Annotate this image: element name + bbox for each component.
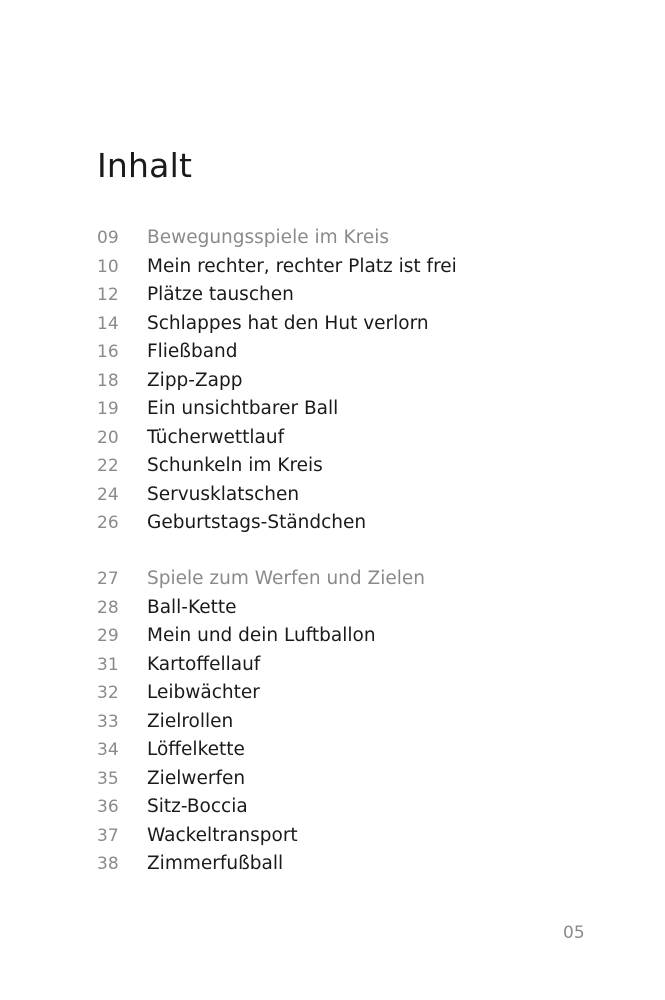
toc-page-number: 33 xyxy=(97,711,119,732)
toc-entry-label: Kartoffellauf xyxy=(147,653,261,675)
toc-entry-label: Mein rechter, rechter Platz ist frei xyxy=(147,255,457,277)
toc-entry-label: Ball-Kette xyxy=(147,596,237,618)
toc-entry-label: Mein und dein Luftballon xyxy=(147,625,376,646)
toc-page-number: 37 xyxy=(97,825,119,846)
toc-entry xyxy=(97,253,457,282)
toc-page-number: 12 xyxy=(97,285,119,305)
toc-page-number: 14 xyxy=(97,313,119,334)
toc-entry-label: Sitz-Boccia xyxy=(147,796,248,817)
toc-entry-label: Plätze tauschen xyxy=(147,284,294,305)
toc-page-number: 18 xyxy=(97,370,119,391)
toc-entry xyxy=(97,622,425,651)
toc-entry xyxy=(97,281,457,310)
toc-entry xyxy=(97,424,457,453)
toc-page-number: 28 xyxy=(97,597,119,618)
toc-entry-label: Leibwächter xyxy=(147,682,260,703)
toc-entry-label: Ein unsichtbarer Ball xyxy=(147,398,339,419)
toc-page-number: 22 xyxy=(97,456,119,476)
toc-entry xyxy=(97,452,457,481)
toc-page-number: 38 xyxy=(97,854,119,874)
toc-page-number: 27 xyxy=(97,569,119,589)
toc-section-heading xyxy=(97,565,425,594)
toc-section-1 xyxy=(97,224,457,538)
toc-entry xyxy=(97,679,425,708)
toc-page-number: 19 xyxy=(97,399,119,419)
toc-entry xyxy=(97,367,457,396)
toc-entry-label: Geburtstags-Ständchen xyxy=(147,512,367,533)
toc-entry-label: Zielwerfen xyxy=(147,767,246,789)
toc-entry-label: Schunkeln im Kreis xyxy=(147,455,323,476)
toc-entry xyxy=(97,310,457,339)
toc-entry xyxy=(97,736,425,765)
toc-entry xyxy=(97,395,457,424)
toc-page-number: 34 xyxy=(97,740,119,760)
toc-page-number: 20 xyxy=(97,427,119,448)
toc-entry-label: Löffelkette xyxy=(147,739,245,760)
toc-entry-label: Zielrollen xyxy=(147,710,234,732)
toc-entry-label: Fließband xyxy=(147,341,238,362)
toc-page-number: 36 xyxy=(97,797,119,817)
page-number: 05 xyxy=(563,923,585,943)
toc-page-number: 10 xyxy=(97,256,119,277)
toc-entry xyxy=(97,651,425,680)
toc-entry xyxy=(97,509,457,538)
toc-entry xyxy=(97,594,425,623)
toc-entry xyxy=(97,338,457,367)
toc-section-heading xyxy=(97,224,457,253)
toc-entry xyxy=(97,481,457,510)
toc-entry-label: Zimmerfußball xyxy=(147,853,284,874)
toc-entry-label: Spiele zum Werfen und Zielen xyxy=(147,568,425,589)
toc-page-number: 32 xyxy=(97,683,119,703)
toc-entry xyxy=(97,708,425,737)
toc-entry-label: Tücherwettlauf xyxy=(147,426,285,448)
toc-entry-label: Zipp-Zapp xyxy=(147,369,243,391)
toc-section-2 xyxy=(97,565,425,879)
toc-entry-label: Bewegungsspiele im Kreis xyxy=(147,227,389,248)
toc-page-number: 26 xyxy=(97,513,119,533)
toc-page-number: 16 xyxy=(97,342,119,362)
toc-page-number: 09 xyxy=(97,228,119,248)
toc-entry xyxy=(97,793,425,822)
toc-entry xyxy=(97,822,425,851)
toc-entry xyxy=(97,850,425,879)
toc-page-number: 31 xyxy=(97,654,119,675)
toc-page-number: 24 xyxy=(97,484,119,505)
page-title: Inhalt xyxy=(97,146,193,186)
toc-page-number: 29 xyxy=(97,626,119,646)
toc-entry-label: Schlappes hat den Hut verlorn xyxy=(147,312,429,334)
toc-page-number: 35 xyxy=(97,768,119,789)
toc-entry xyxy=(97,765,425,794)
toc-entry-label: Wackeltransport xyxy=(147,824,298,846)
toc-entry-label: Servusklatschen xyxy=(147,483,300,505)
